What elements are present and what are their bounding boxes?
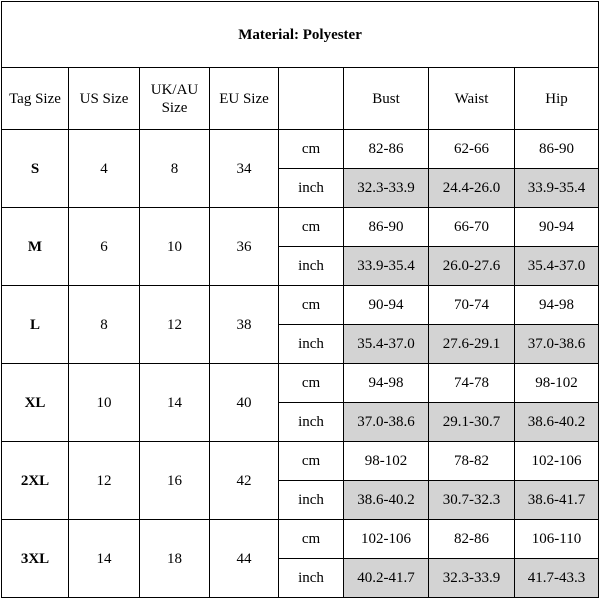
title-row — [2, 2, 599, 68]
table-row — [2, 364, 599, 403]
waist-inch-cell: 24.4-26.0 — [429, 169, 515, 208]
header-unit-blank — [279, 68, 344, 130]
header-eu-size: EU Size — [210, 68, 279, 130]
waist-inch-cell: 30.7-32.3 — [429, 481, 515, 520]
unit-inch-cell: inch — [279, 247, 344, 286]
header-tag-size: Tag Size — [2, 68, 69, 130]
ukau-size-cell: 16 — [140, 442, 210, 520]
bust-inch-cell: 35.4-37.0 — [344, 325, 429, 364]
header-ukau-size: UK/AU Size — [140, 68, 210, 130]
size-table — [1, 1, 599, 598]
unit-cm-cell: cm — [279, 364, 344, 403]
header-waist: Waist — [429, 68, 515, 130]
bust-cm-cell: 90-94 — [344, 286, 429, 325]
eu-size-cell: 38 — [210, 286, 279, 364]
unit-cm-cell: cm — [279, 442, 344, 481]
waist-inch-cell: 32.3-33.9 — [429, 559, 515, 598]
bust-cm-cell: 102-106 — [344, 520, 429, 559]
header-hip: Hip — [515, 68, 599, 130]
hip-cm-cell: 106-110 — [515, 520, 599, 559]
tag-size-cell: 3XL — [2, 520, 69, 598]
ukau-size-cell: 18 — [140, 520, 210, 598]
ukau-size-cell: 10 — [140, 208, 210, 286]
unit-inch-cell: inch — [279, 169, 344, 208]
us-size-cell: 6 — [69, 208, 140, 286]
eu-size-cell: 36 — [210, 208, 279, 286]
waist-cm-cell: 66-70 — [429, 208, 515, 247]
us-size-cell: 10 — [69, 364, 140, 442]
hip-inch-cell: 41.7-43.3 — [515, 559, 599, 598]
us-size-cell: 12 — [69, 442, 140, 520]
hip-inch-cell: 38.6-40.2 — [515, 403, 599, 442]
unit-cm-cell: cm — [279, 130, 344, 169]
table-row — [2, 520, 599, 559]
table-row — [2, 286, 599, 325]
waist-cm-cell: 74-78 — [429, 364, 515, 403]
unit-inch-cell: inch — [279, 325, 344, 364]
ukau-size-cell: 8 — [140, 130, 210, 208]
tag-size-cell: S — [2, 130, 69, 208]
table-row — [2, 442, 599, 481]
eu-size-cell: 40 — [210, 364, 279, 442]
ukau-size-cell: 14 — [140, 364, 210, 442]
eu-size-cell: 34 — [210, 130, 279, 208]
unit-inch-cell: inch — [279, 481, 344, 520]
unit-cm-cell: cm — [279, 286, 344, 325]
waist-cm-cell: 62-66 — [429, 130, 515, 169]
bust-cm-cell: 86-90 — [344, 208, 429, 247]
unit-inch-cell: inch — [279, 403, 344, 442]
waist-cm-cell: 70-74 — [429, 286, 515, 325]
tag-size-cell: XL — [2, 364, 69, 442]
hip-inch-cell: 35.4-37.0 — [515, 247, 599, 286]
bust-inch-cell: 37.0-38.6 — [344, 403, 429, 442]
eu-size-cell: 44 — [210, 520, 279, 598]
eu-size-cell: 42 — [210, 442, 279, 520]
hip-inch-cell: 37.0-38.6 — [515, 325, 599, 364]
unit-inch-cell: inch — [279, 559, 344, 598]
us-size-cell: 8 — [69, 286, 140, 364]
header-bust: Bust — [344, 68, 429, 130]
us-size-cell: 14 — [69, 520, 140, 598]
bust-inch-cell: 32.3-33.9 — [344, 169, 429, 208]
bust-inch-cell: 38.6-40.2 — [344, 481, 429, 520]
table-row — [2, 208, 599, 247]
bust-cm-cell: 94-98 — [344, 364, 429, 403]
hip-inch-cell: 33.9-35.4 — [515, 169, 599, 208]
waist-inch-cell: 26.0-27.6 — [429, 247, 515, 286]
hip-cm-cell: 90-94 — [515, 208, 599, 247]
hip-cm-cell: 86-90 — [515, 130, 599, 169]
waist-cm-cell: 78-82 — [429, 442, 515, 481]
hip-cm-cell: 98-102 — [515, 364, 599, 403]
waist-inch-cell: 29.1-30.7 — [429, 403, 515, 442]
tag-size-cell: L — [2, 286, 69, 364]
bust-inch-cell: 33.9-35.4 — [344, 247, 429, 286]
unit-cm-cell: cm — [279, 208, 344, 247]
bust-cm-cell: 98-102 — [344, 442, 429, 481]
waist-cm-cell: 82-86 — [429, 520, 515, 559]
ukau-size-cell: 12 — [140, 286, 210, 364]
tag-size-cell: M — [2, 208, 69, 286]
bust-inch-cell: 40.2-41.7 — [344, 559, 429, 598]
us-size-cell: 4 — [69, 130, 140, 208]
header-us-size: US Size — [69, 68, 140, 130]
tag-size-cell: 2XL — [2, 442, 69, 520]
table-row — [2, 130, 599, 169]
hip-cm-cell: 102-106 — [515, 442, 599, 481]
hip-inch-cell: 38.6-41.7 — [515, 481, 599, 520]
hip-cm-cell: 94-98 — [515, 286, 599, 325]
header-row — [2, 68, 599, 130]
table-title: Material: Polyester — [2, 2, 599, 68]
waist-inch-cell: 27.6-29.1 — [429, 325, 515, 364]
bust-cm-cell: 82-86 — [344, 130, 429, 169]
unit-cm-cell: cm — [279, 520, 344, 559]
